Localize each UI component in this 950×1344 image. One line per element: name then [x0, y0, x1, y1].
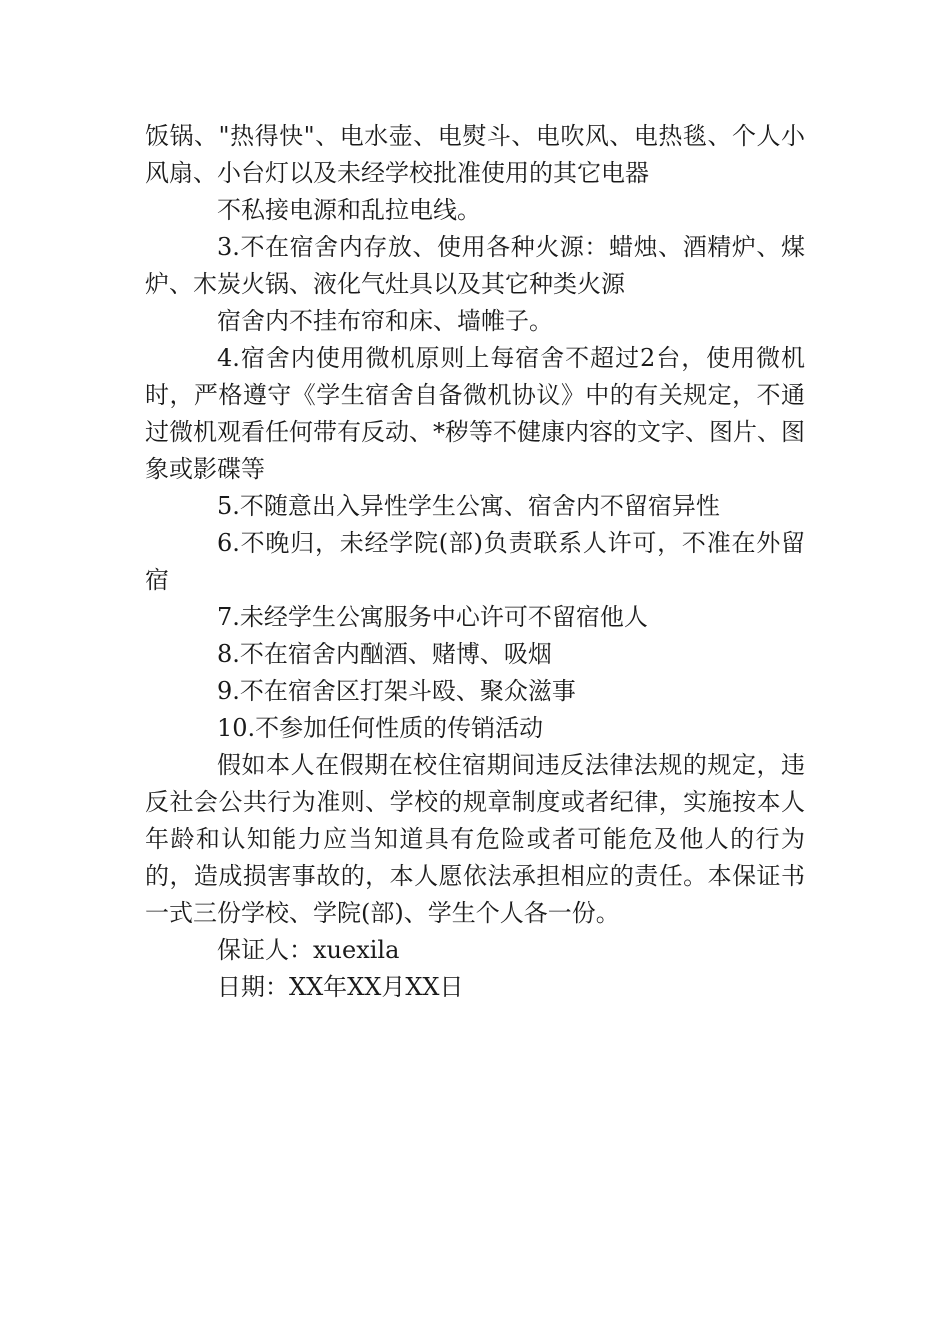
- paragraph-rule-10: 10.不参加任何性质的传销活动: [217, 714, 544, 742]
- paragraph-rule-8: 8.不在宿舍内酗酒、赌博、吸烟: [217, 640, 552, 668]
- paragraph-rule-4: 4.宿舍内使用微机原则上每宿舍不超过2台，使用微机时，严格遵守《学生宿舍自备微机协议》中的有关规定，不通过微机观看任何带有反动、*秽等不健康内容的文字、图片、图象或影碟等: [145, 344, 805, 483]
- paragraph-rule-7: 7.未经学生公寓服务中心许可不留宿他人: [217, 603, 648, 631]
- paragraph-rule-3: 3.不在宿舍内存放、使用各种火源：蜡烛、酒精炉、煤炉、木炭火锅、液化气灶具以及其它种类火源: [145, 233, 805, 298]
- date-line: 日期：XX年XX月XX日: [217, 973, 464, 1001]
- paragraph-rule-5: 5.不随意出入异性学生公寓、宿舍内不留宿异性: [217, 492, 720, 520]
- paragraph-no-curtains: 宿舍内不挂布帘和床、墙帷子。: [217, 307, 553, 335]
- paragraph-rule-9: 9.不在宿舍区打架斗殴、聚众滋事: [217, 677, 576, 705]
- paragraph-liability: 假如本人在假期在校住宿期间违反法律法规的规定，违反社会公共行为准则、学校的规章制度或者纪律，实施按本人年龄和认知能力应当知道具有危险或者可能危及他人的行为的，造成损害事故的，本人愿依法承担相应的责任。本保证书一式三份学校、学院(部)、学生个人各一份。: [145, 751, 805, 927]
- paragraph-rule-6: 6.不晚归，未经学院(部)负责联系人许可，不准在外留宿: [145, 529, 805, 594]
- guarantor-line: 保证人：xuexila: [217, 936, 400, 964]
- paragraph-appliances-continued: 饭锅、"热得快"、电水壶、电熨斗、电吹风、电热毯、个人小风扇、小台灯以及未经学校批准使用的其它电器: [145, 122, 805, 187]
- document-body: [145, 118, 805, 1006]
- paragraph-no-private-wiring: 不私接电源和乱拉电线。: [217, 196, 481, 224]
